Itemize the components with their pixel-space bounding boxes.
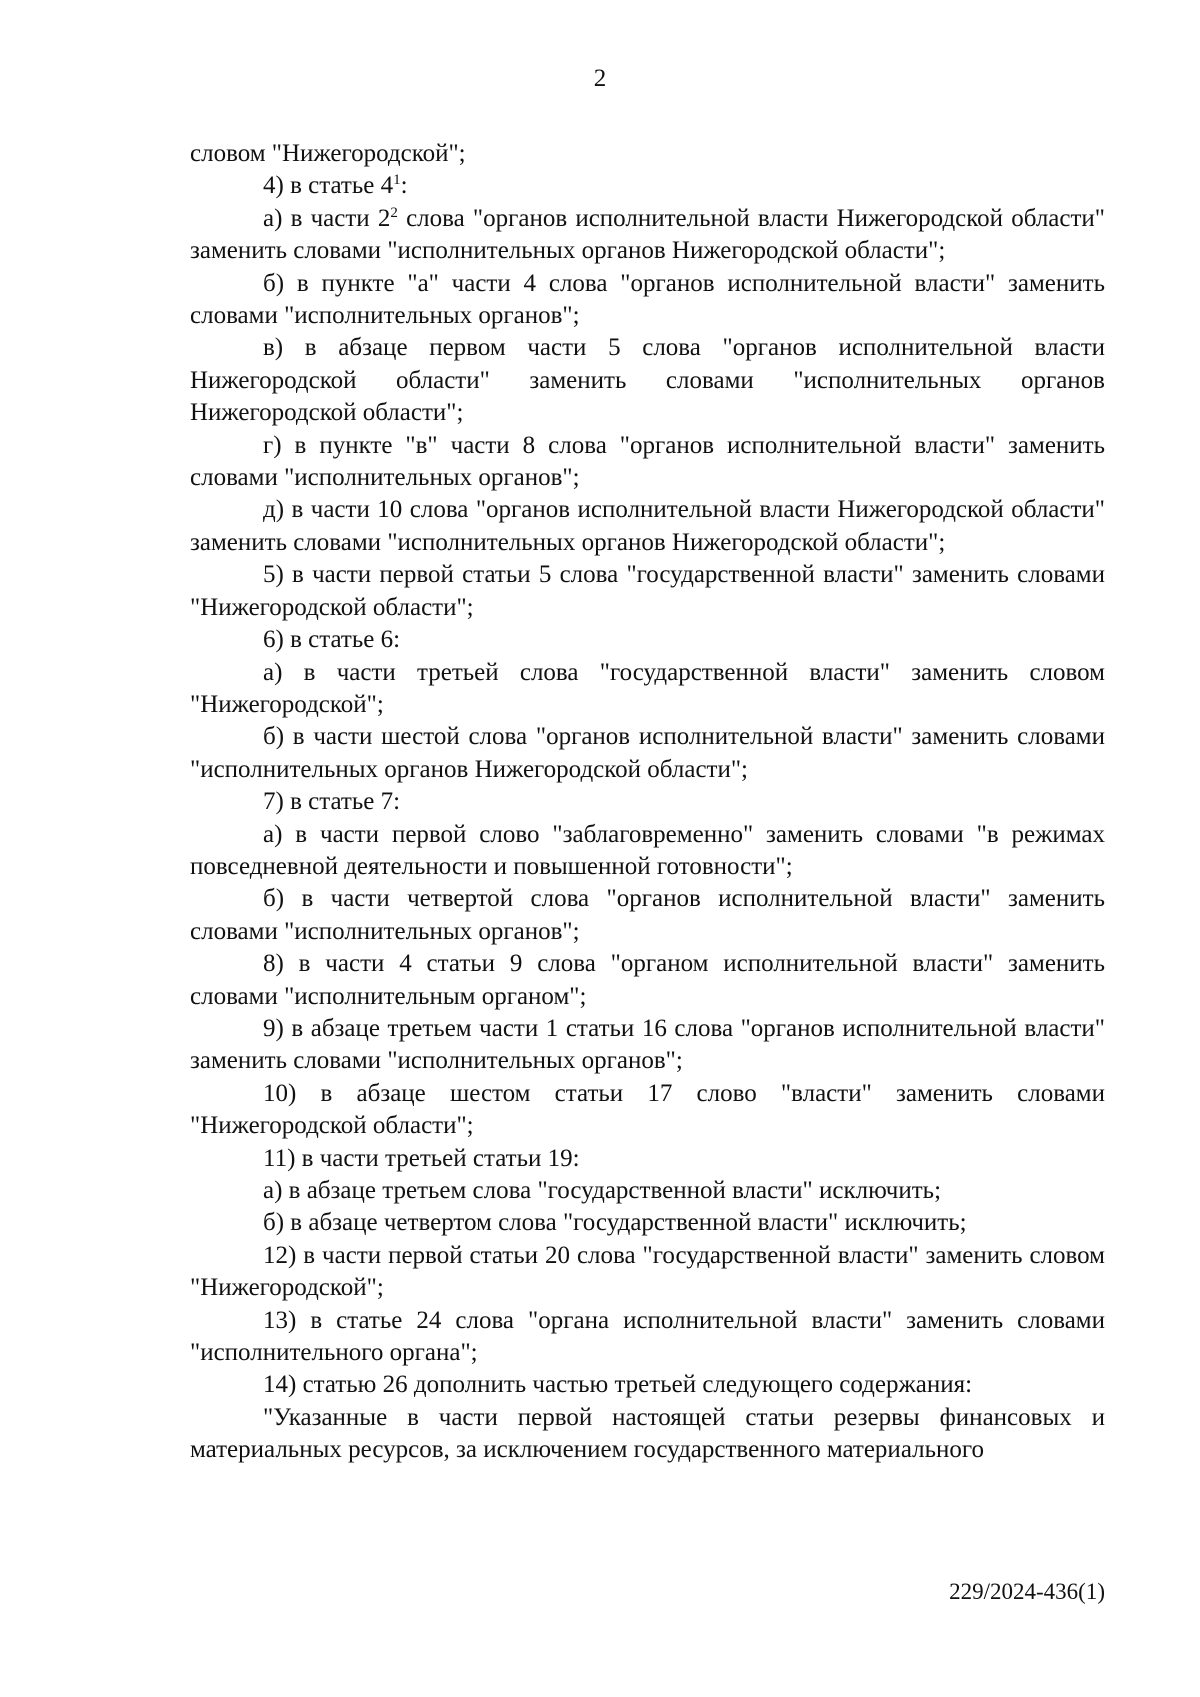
paragraph: г) в пункте "в" части 8 слова "органов исполнительной власти" заменить словами "исполнительных органов";	[190, 431, 1105, 492]
paragraph: 7) в статье 7:	[263, 788, 401, 816]
paragraph: 11) в части третьей статьи 19:	[263, 1144, 580, 1172]
document-code: 229/2024-436(1)	[949, 1579, 1105, 1604]
paragraph-text: слова "органов исполнительной власти Нижегородской области" заменить словами "исполнительных органов Нижегородской области";	[190, 204, 1105, 265]
paragraph: 9) в абзаце третьем части 1 статьи 16 слова "органов исполнительной власти" заменить словами "исполнительных органов";	[190, 1014, 1105, 1075]
document-body	[190, 138, 1105, 1467]
paragraph: б) в части шестой слова "органов исполнительной власти" заменить словами "исполнительных органов Нижегородской области";	[190, 723, 1105, 783]
paragraph-text: 4) в статье 4	[263, 172, 394, 200]
paragraph: 12) в части первой статьи 20 слова "государственной власти" заменить словом "Нижегородской";	[190, 1241, 1105, 1302]
paragraph: б) в части четвертой слова "органов исполнительной власти" заменить словами "исполнительных органов";	[190, 885, 1105, 945]
paragraph: 13) в статье 24 слова "органа исполнительной власти" заменить словами "исполнительного органа";	[190, 1306, 1105, 1367]
superscript: 2	[390, 204, 398, 221]
paragraph: б) в абзаце четвертом слова "государственной власти" исключить;	[263, 1209, 967, 1237]
paragraph: д) в части 10 слова "органов исполнительной власти Нижегородской области" заменить словами "исполнительных органов Нижегородской области";	[190, 496, 1105, 556]
paragraph: а) в абзаце третьем слова "государственной власти" исключить;	[263, 1177, 942, 1204]
paragraph-text: :	[400, 172, 408, 200]
superscript: 1	[393, 172, 401, 189]
paragraph: 8) в части 4 статьи 9 слова "органом исполнительной власти" заменить словами "исполнительным органом";	[190, 950, 1105, 1010]
paragraph: 14) статью 26 дополнить частью третьей следующего содержания:	[263, 1371, 973, 1399]
paragraph: а) в части первой слово "заблаговременно" заменить словами "в режимах повседневной деятельности и повышенной готовности";	[190, 820, 1105, 880]
paragraph: в) в абзаце первом части 5 слова "органов исполнительной власти Нижегородской области" заменить словами "исполнительных органов Нижегородской области";	[190, 334, 1105, 427]
paragraph: 5) в части первой статьи 5 слова "государственной власти" заменить словами "Нижегородской области";	[190, 561, 1105, 621]
paragraph: 6) в статье 6:	[263, 626, 401, 654]
paragraph: 10) в абзаце шестом статьи 17 слово "власти" заменить словами "Нижегородской области";	[190, 1079, 1105, 1140]
paragraph: а) в части третьей слова "государственной власти" заменить словом "Нижегородской";	[190, 658, 1105, 718]
paragraph-text: а) в части 2	[263, 204, 391, 232]
paragraph: "Указанные в части первой настоящей статьи резервы финансовых и материальных ресурсов, за исключением государственного материального	[190, 1403, 1105, 1464]
page-number: 2	[593, 65, 607, 92]
paragraph: б) в пункте "а" части 4 слова "органов исполнительной власти" заменить словами "исполнительных органов";	[190, 269, 1105, 330]
paragraph	[190, 170, 1105, 202]
paragraph: словом "Нижегородской";	[190, 140, 466, 167]
paragraph	[190, 203, 1105, 268]
